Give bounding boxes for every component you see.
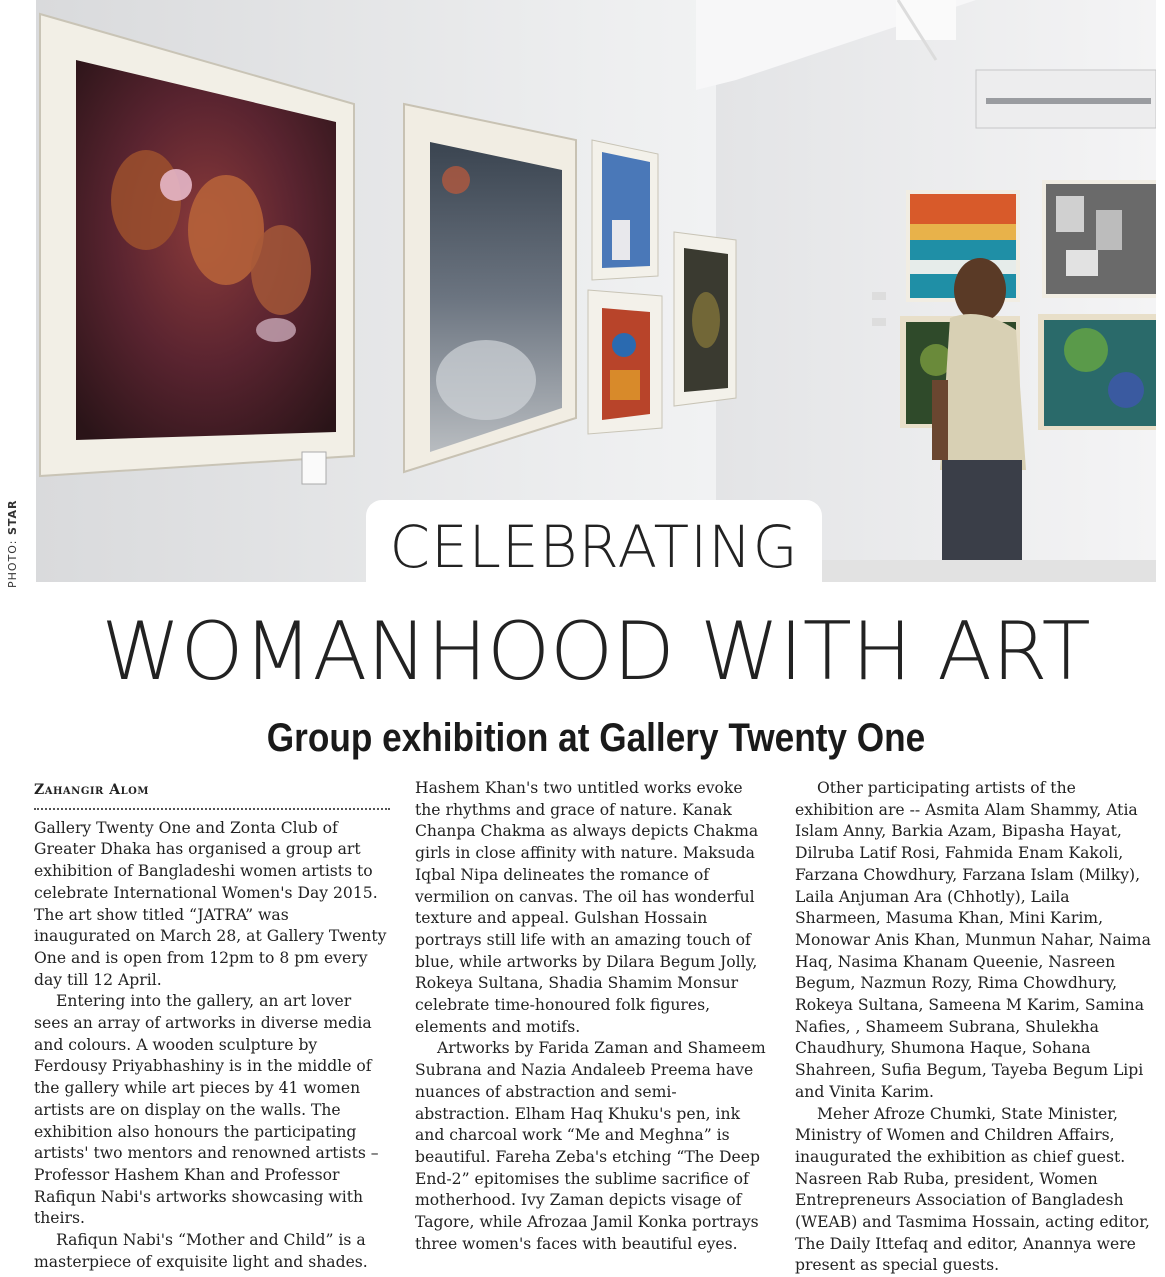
article-column-3: [795, 778, 1151, 1277]
paragraph: Hashem Khan's two untitled works evoke the rhythms and grace of nature. Kanak Chanpa Chakma as always depicts Chakma girls in close affinity with nature. Maksuda Iqbal Nipa delineates the romance of vermilion on canvas. The oil has wonderful texture and appeal. Gulshan Hossain portrays still life with an amazing touch of blue, while artworks by Dilara Begum Jolly, Rokeya Sultana, Shadia Shamim Monsur celebrate time-honoured folk figures, elements and motifs.: [415, 779, 759, 1036]
byline-divider: [34, 808, 390, 810]
paragraph: Artworks by Farida Zaman and Shameem Subrana and Nazia Andaleeb Preema have nuances of abstraction and semi-abstraction. Elham Haq Khuku's pen, ink and charcoal work “Me and Meghna” is beautiful. Fareha Zeba's etching “The Deep End-2” epitomises the sublime sacrifice of motherhood. Ivy Zaman depicts visage of Tagore, while Afrozaa Jamil Konka portrays three women's faces with beautiful eyes.: [415, 1039, 766, 1253]
paragraph: Gallery Twenty One and Zonta Club of Greater Dhaka has organised a group art exhibition of Bangladeshi women artists to celebrate International Women's Day 2015. The art show titled “JATRA” was inaugurated on March 28, at Gallery Twenty One and is open from 12pm to 8 pm every day till 12 April.: [34, 818, 387, 989]
headline-title: WOMANHOOD WITH ART: [101, 605, 1091, 698]
paragraph: Rafiqun Nabi's “Mother and Child” is a masterpiece of exquisite light and shades.: [34, 1231, 368, 1271]
subheadline: Group exhibition at Gallery Twenty One: [266, 716, 926, 760]
paragraph: Meher Afroze Chumki, State Minister, Ministry of Women and Children Affairs, inaugurated the exhibition as chief guest. Nasreen Rab Ruba, president, Women Entrepreneurs Association of Bangladesh (WEAB) and Tasmima Hossain, acting editor, The Daily Ittefaq and editor, Anannya were present as special guests.: [795, 1104, 1150, 1275]
article-column-1: [34, 780, 390, 1273]
byline: Zahangir Alom: [34, 782, 149, 798]
headline-kicker: CELEBRATING: [389, 513, 799, 581]
paragraph: Entering into the gallery, an art lover sees an array of artworks in diverse media and colours. A wooden sculpture by Ferdousy Priyabhashiny is in the middle of the gallery while art pieces by 41 women artists are on display on the walls. The exhibition also honours the participating artists' two mentors and renowned artists – Professor Hashem Khan and Professor Rafiqun Nabi's artworks showcasing with theirs.: [34, 992, 379, 1228]
paragraph: Other participating artists of the exhibition are -- Asmita Alam Shammy, Atia Islam Anny, Barkia Azam, Bipasha Hayat, Dilruba Latif Rosi, Fahmida Enam Kakoli, Farzana Chowdhury, Farzana Islam (Milky), Laila Anjuman Ara (Chhotly), Laila Sharmeen, Masuma Khan, Mini Karim, Monowar Anis Khan, Munmun Nahar, Naima Haq, Nasima Khanam Queenie, Nasreen Begum, Nazmun Rozy, Rima Chowdhury, Rokeya Sultana, Sameena M Karim, Samina Nafies, , Shameem Subrana, Shulekha Chaudhury, Shumona Haque, Sohana Shahreen, Sufia Begum, Tayeba Begum Lipi and Vinita Karim.: [795, 779, 1151, 1101]
gallery-photo: [36, 0, 1156, 582]
photo-credit: PHOTO: STAR: [6, 499, 19, 588]
article-column-2: [415, 778, 771, 1255]
